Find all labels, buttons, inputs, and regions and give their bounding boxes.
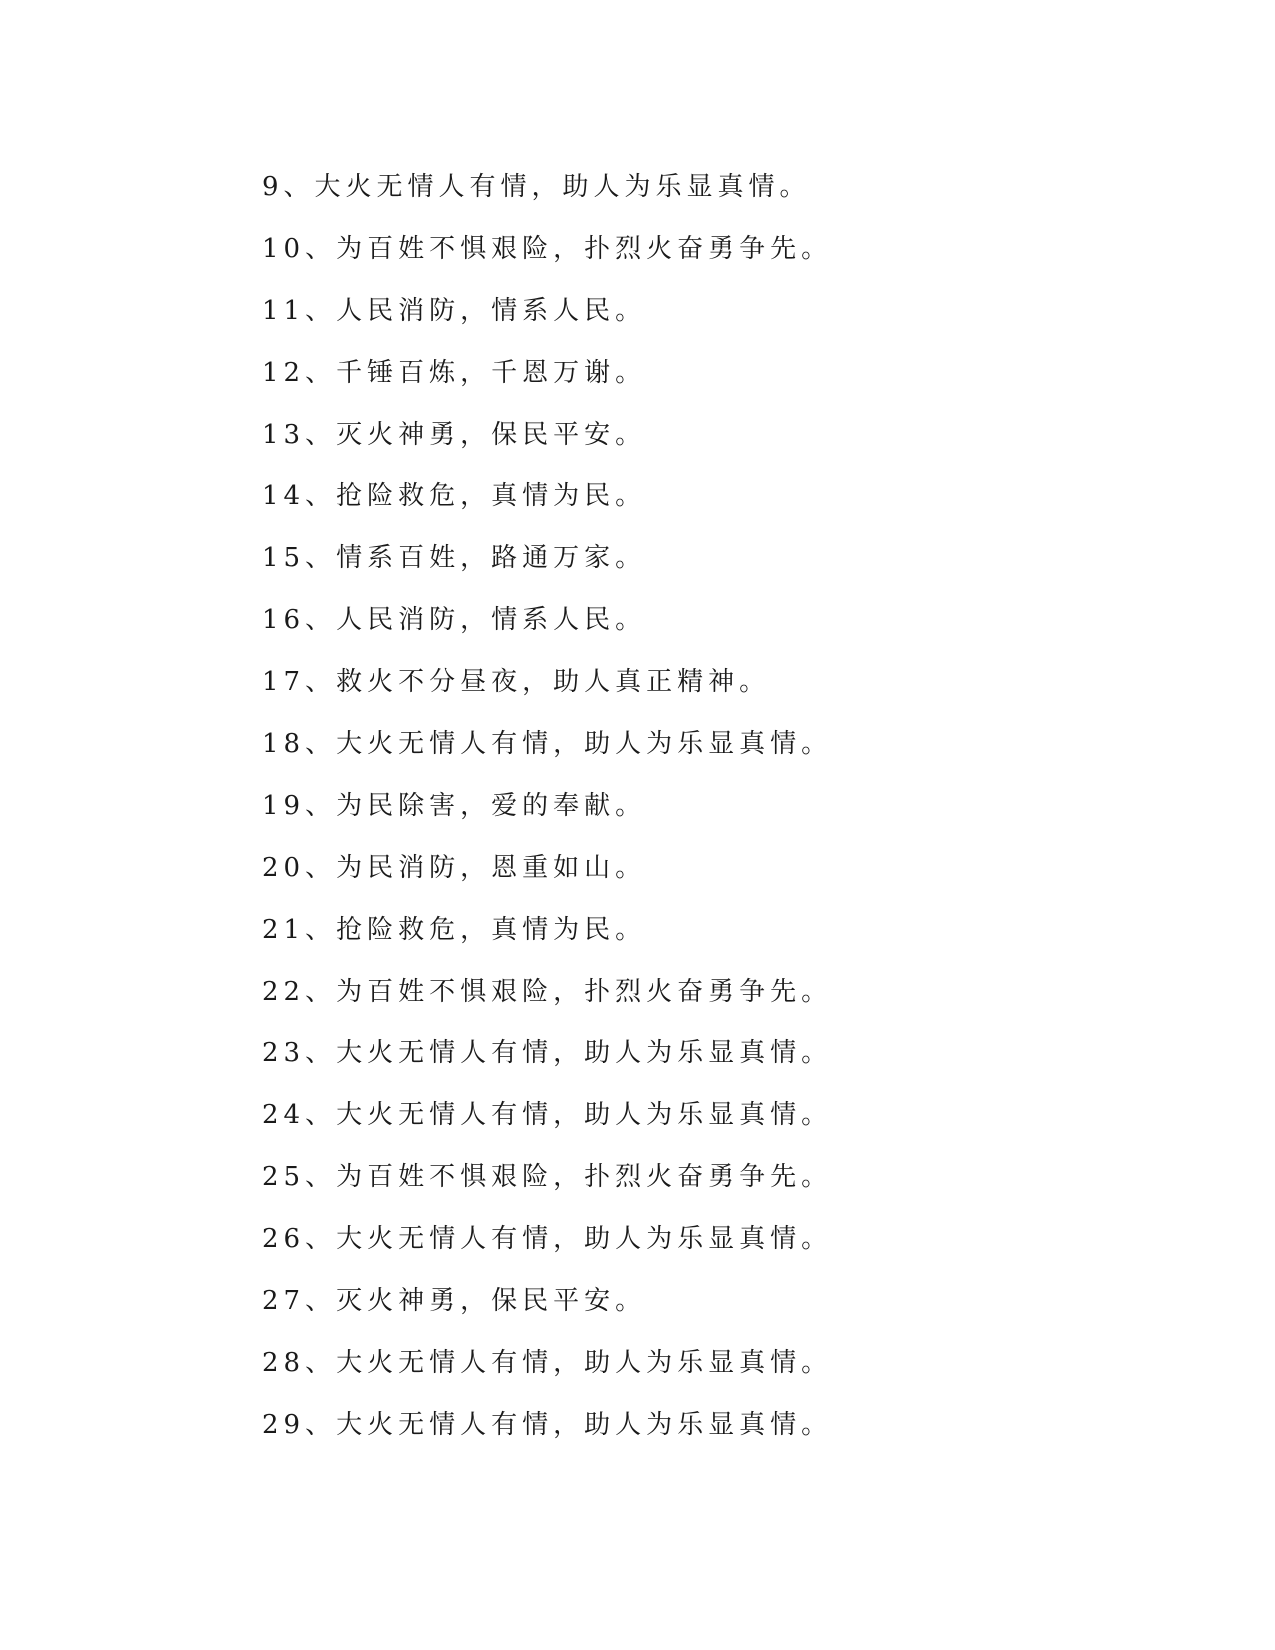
list-item: 11、人民消防，情系人民。 bbox=[262, 295, 647, 326]
list-item: 19、为民除害，爱的奉献。 bbox=[262, 790, 647, 821]
list-item: 9、大火无情人有情，助人为乐显真情。 bbox=[262, 172, 811, 202]
list-item: 10、为百姓不惧艰险，扑烈火奋勇争先。 bbox=[262, 233, 833, 264]
slogan-list bbox=[262, 167, 832, 1467]
list-item: 15、情系百姓，路通万家。 bbox=[262, 543, 647, 574]
list-item: 13、灭火神勇，保民平安。 bbox=[262, 419, 647, 450]
list-item: 24、大火无情人有情，助人为乐显真情。 bbox=[262, 1100, 833, 1131]
list-item: 12、千锤百炼，千恩万谢。 bbox=[262, 357, 647, 388]
list-item: 28、大火无情人有情，助人为乐显真情。 bbox=[262, 1347, 833, 1378]
list-item: 27、灭火神勇，保民平安。 bbox=[262, 1286, 647, 1317]
list-item: 23、大火无情人有情，助人为乐显真情。 bbox=[262, 1038, 833, 1069]
list-item: 14、抢险救危，真情为民。 bbox=[262, 481, 647, 512]
list-item: 22、为百姓不惧艰险，扑烈火奋勇争先。 bbox=[262, 976, 833, 1007]
list-item: 18、大火无情人有情，助人为乐显真情。 bbox=[262, 729, 833, 760]
list-item: 29、大火无情人有情，助人为乐显真情。 bbox=[262, 1409, 833, 1440]
list-item: 17、救火不分昼夜，助人真正精神。 bbox=[262, 667, 771, 698]
list-item: 25、为百姓不惧艰险，扑烈火奋勇争先。 bbox=[262, 1162, 833, 1193]
list-item: 21、抢险救危，真情为民。 bbox=[262, 914, 647, 945]
list-item: 20、为民消防，恩重如山。 bbox=[262, 852, 647, 883]
list-item: 16、人民消防，情系人民。 bbox=[262, 605, 647, 636]
list-item: 26、大火无情人有情，助人为乐显真情。 bbox=[262, 1224, 833, 1255]
